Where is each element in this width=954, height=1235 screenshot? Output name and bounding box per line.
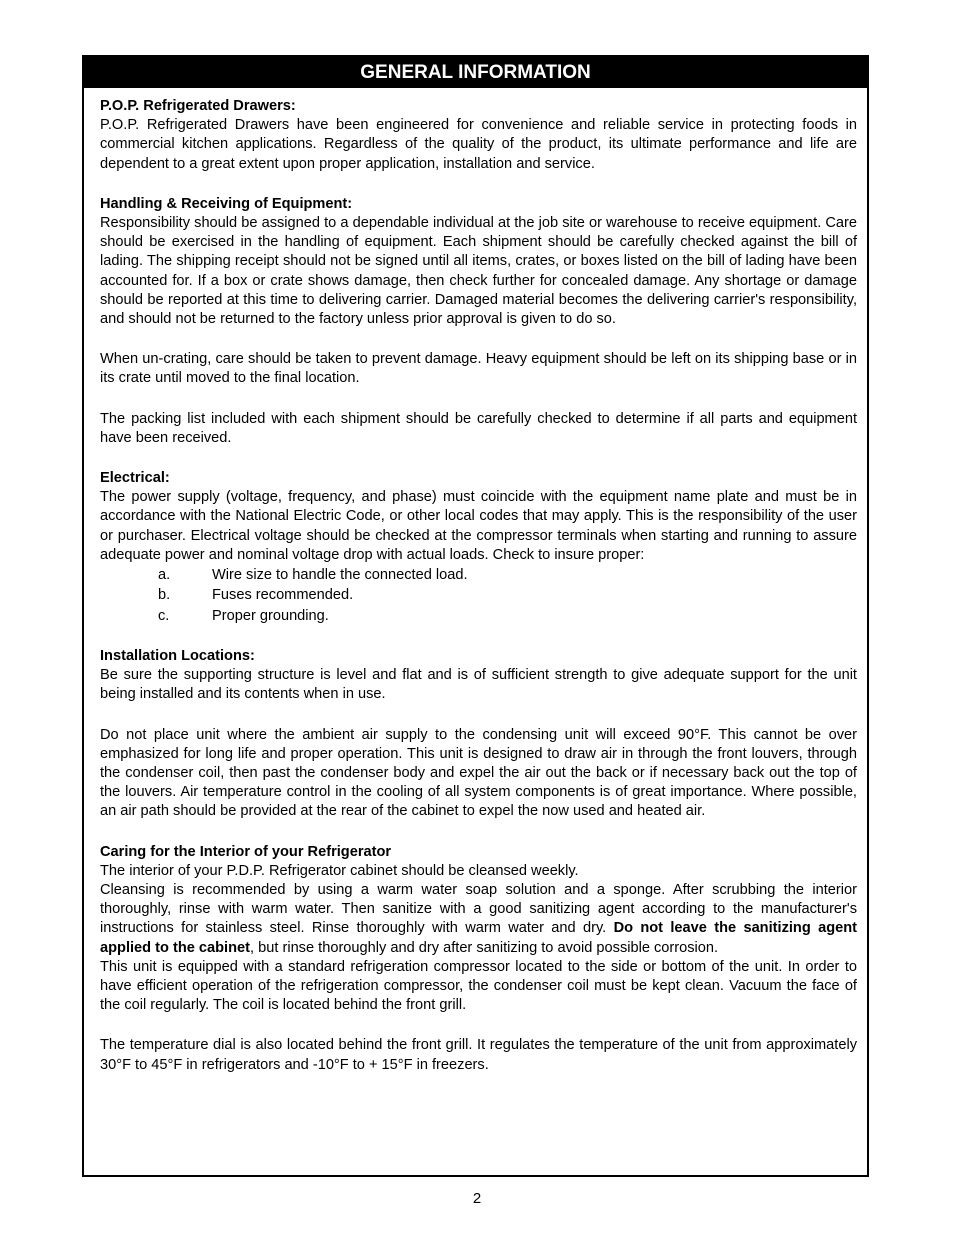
caring-paragraph-2	[100, 881, 857, 958]
heading-caring: Caring for the Interior of your Refrigerator	[100, 843, 392, 860]
heading-handling: Handling & Receiving of Equipment:	[100, 195, 353, 212]
caring-paragraph-3: This unit is equipped with a standard refrigeration compressor located to the side or bottom of the unit. In order to have efficient operation of the refrigeration compressor, the condenser coil must be kept clean. Vacuum the face of the coil regularly. The coil is located behind the front grill.	[100, 958, 857, 1014]
caring-paragraph-4: The temperature dial is also located behind the front grill. It regulates the temperature of the unit from approximately 30°F to 45°F in refrigerators and -10°F to + 15°F in freezers.	[100, 1037, 857, 1073]
list-item	[100, 565, 857, 585]
list-letter: b.	[158, 587, 171, 604]
page-number: 2	[472, 1190, 482, 1207]
list-item	[100, 585, 857, 605]
list-letter: c.	[158, 607, 170, 624]
list-text: Proper grounding.	[212, 607, 329, 624]
handling-paragraph-3: The packing list included with each shipment should be carefully checked to determine if all parts and equipment have been received.	[100, 410, 857, 446]
page-title: GENERAL INFORMATION	[84, 57, 867, 88]
caring-p2-end: , but rinse thoroughly and dry after sanitizing to avoid possible corrosion.	[250, 939, 719, 956]
heading-installation: Installation Locations:	[100, 647, 255, 664]
installation-paragraph-2: Do not place unit where the ambient air supply to the condensing unit will exceed 90°F. This cannot be over emphasized for long life and proper operation. This unit is designed to draw air in through the front louvers, through the condenser coil, then past the condenser body and expel the air out the back or if necessary back out the top of the louvers. Air temperature control in the cooling of all system components is of great importance. Where possible, an air path should be provided at the rear of the cabinet to expel the now used and heated air.	[100, 726, 857, 820]
document-frame	[82, 55, 869, 1177]
caring-p2-start: Cleansing is recommended by using a warm water soap solution and a sponge. After scrubbing the interior thoroughly, rinse with warm water. Then sanitize with a good sanitizing agent according to the manufacturer's instructions for stainless steel. Rinse thoroughly with warm water and dry.	[100, 881, 857, 937]
handling-paragraph-2: When un-crating, care should be taken to prevent damage. Heavy equipment should be left on its shipping base or in its crate until moved to the final location.	[100, 351, 857, 387]
caring-paragraph-1: The interior of your P.D.P. Refrigerator cabinet should be cleansed weekly.	[100, 862, 579, 879]
heading-pop: P.O.P. Refrigerated Drawers:	[100, 98, 296, 114]
list-text: Wire size to handle the connected load.	[212, 567, 468, 584]
heading-electrical: Electrical:	[100, 470, 170, 487]
list-letter: a.	[158, 567, 171, 584]
electrical-paragraph: The power supply (voltage, frequency, and phase) must coincide with the equipment name plate and must be in accordance with the National Electric Code, or other local codes that may apply. This is the responsibility of the user or purchaser. Electrical voltage should be checked at the compressor terminals when starting and running to assure adequate power and nominal voltage drop with actual loads. Check to insure proper:	[100, 489, 857, 563]
handling-paragraph-1: Responsibility should be assigned to a dependable individual at the job site or warehouse to receive equipment. Care should be exercised in the handling of equipment. Each shipment should be carefully checked against the bill of lading. The shipping receipt should not be signed until all items, crates, or boxes listed on the bill of lading have been accounted for. If a box or crate shows damage, then check further for concealed damage. Any shortage or damage should be reported at this time to delivering carrier. Damaged material becomes the delivering carrier's responsibility, and should not be returned to the factory unless prior approval is given to do so.	[100, 215, 857, 328]
list-text: Fuses recommended.	[212, 587, 354, 604]
document-body	[100, 97, 857, 1075]
caring-p2-bold: Do not leave the sanitizing agent applied to the cabinet	[100, 920, 858, 956]
installation-paragraph-1: Be sure the supporting structure is level and flat and is of sufficient strength to give adequate support for the unit being installed and its contents when in use.	[100, 667, 857, 703]
pop-paragraph: P.O.P. Refrigerated Drawers have been engineered for convenience and reliable service in protecting foods in commercial kitchen applications. Regardless of the quality of the product, its ultimate performance and life are dependent to a great extent upon proper application, installation and service.	[100, 117, 857, 172]
list-item	[100, 606, 857, 626]
